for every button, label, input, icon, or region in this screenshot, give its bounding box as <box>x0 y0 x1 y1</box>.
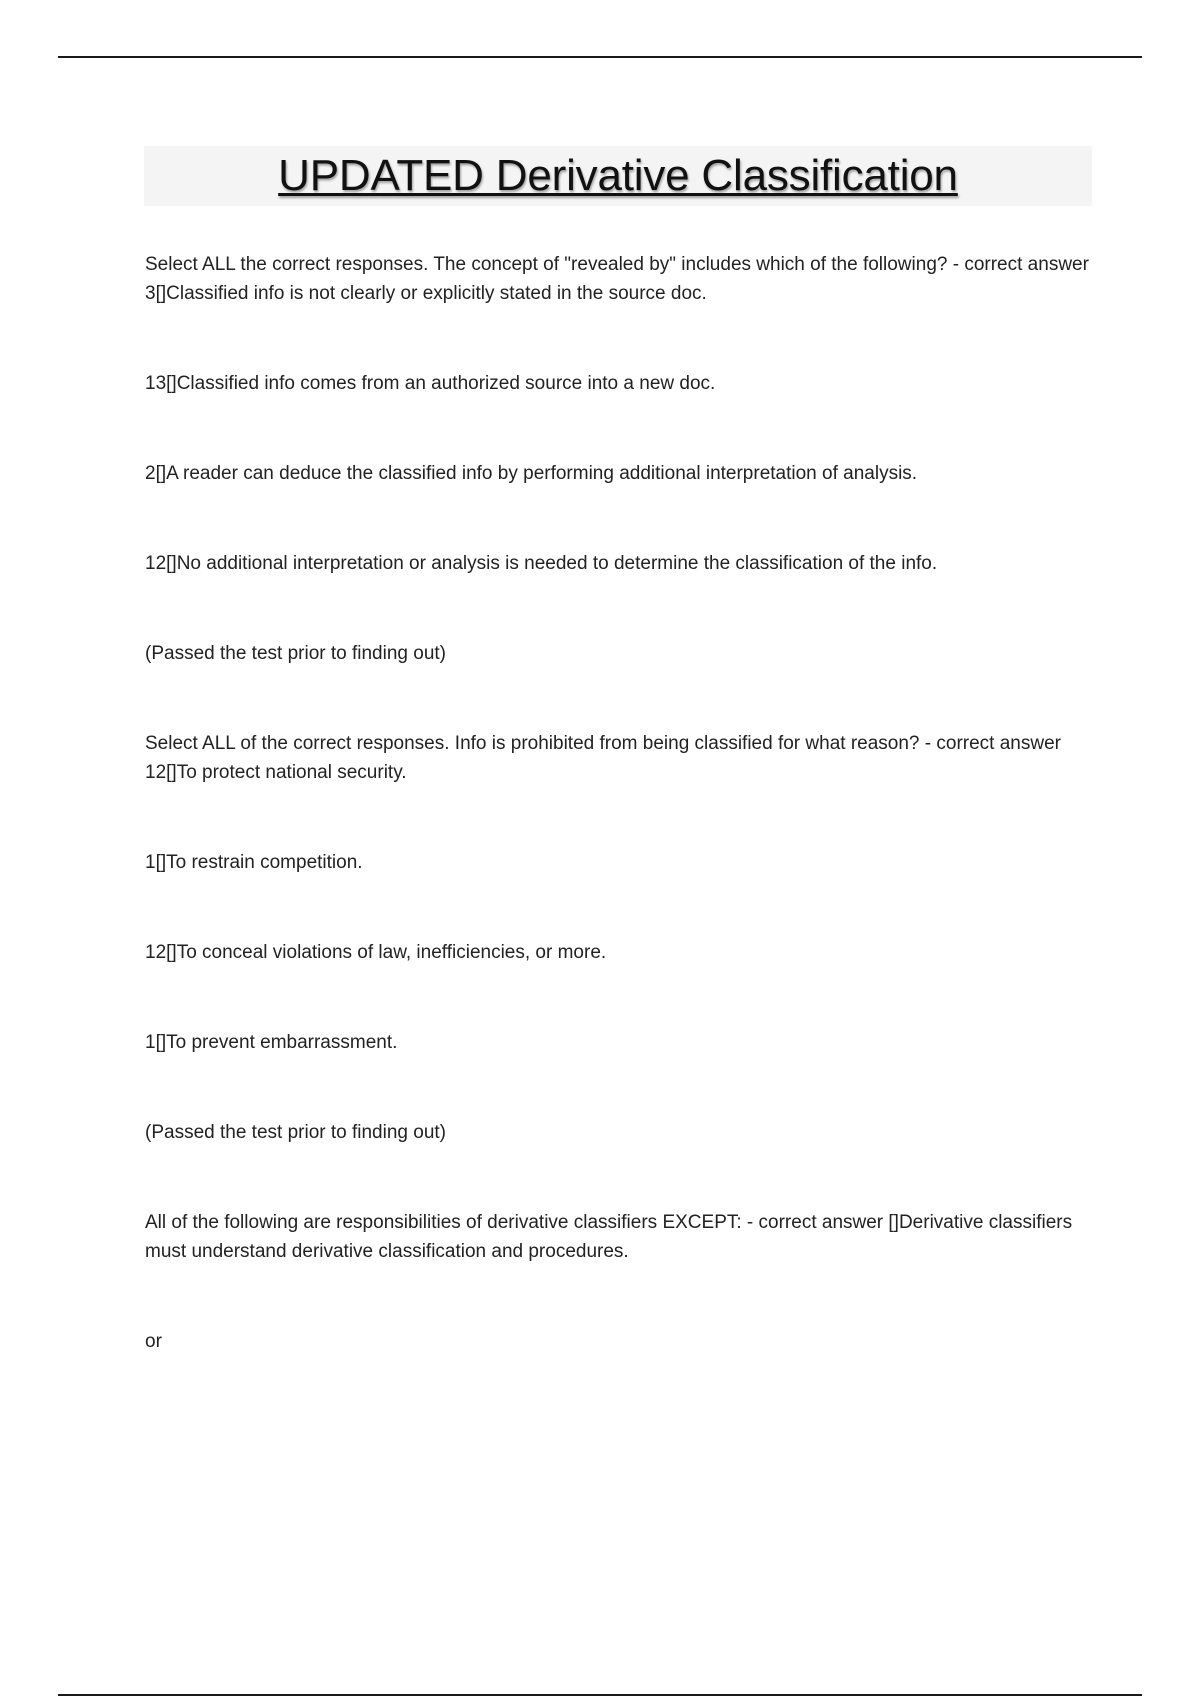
question-2: Select ALL of the correct responses. Info is prohibited from being classified for what reason? - correct answer 12[]To protect national security. <box>145 733 1061 783</box>
bottom-rule <box>58 1694 1142 1696</box>
top-rule <box>58 56 1142 58</box>
answer-option: 2[]A reader can deduce the classified info by performing additional interpretation of analysis. <box>145 463 918 484</box>
note: (Passed the test prior to finding out) <box>145 643 446 664</box>
answer-option: 12[]No additional interpretation or analysis is needed to determine the classification of the info. <box>145 553 938 574</box>
answer-option: 1[]To restrain competition. <box>145 852 363 873</box>
answer-option: 1[]To prevent embarrassment. <box>145 1032 398 1053</box>
document-body <box>145 250 1095 1356</box>
question-1: Select ALL the correct responses. The concept of "revealed by" includes which of the following? - correct answer 3[]Classified info is not clearly or explicitly stated in the source doc. <box>145 254 1089 304</box>
answer-option: 12[]To conceal violations of law, inefficiencies, or more. <box>145 942 607 963</box>
document-title: UPDATED Derivative Classification <box>278 151 958 200</box>
title-banner <box>144 146 1092 206</box>
trailing-text: or <box>145 1331 162 1352</box>
answer-option: 13[]Classified info comes from an authorized source into a new doc. <box>145 373 716 394</box>
note: (Passed the test prior to finding out) <box>145 1122 446 1143</box>
question-3: All of the following are responsibilities of derivative classifiers EXCEPT: - correct answer []Derivative classifiers must understand derivative classification and procedures. <box>145 1212 1073 1262</box>
